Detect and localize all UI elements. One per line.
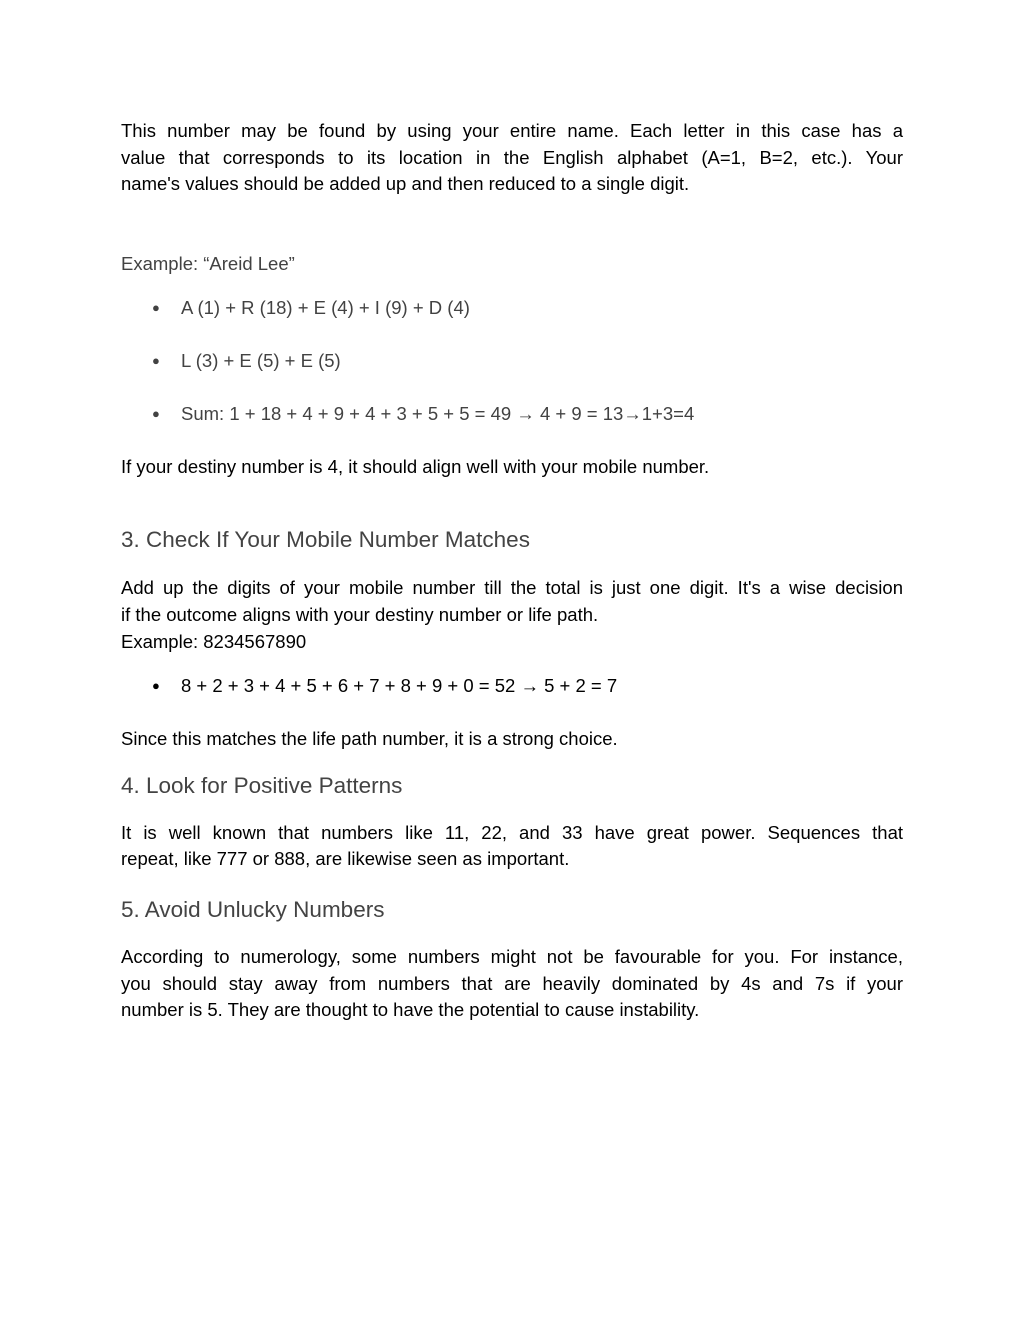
bullet-icon: ● [152,677,160,693]
section-3-line: Add up the digits of your mobile number till the total is just one digit. It's a wise decision [121,577,903,599]
section-4-heading: 4. Look for Positive Patterns [121,772,403,798]
bullet-icon: ● [152,299,160,315]
bullet-icon: ● [152,406,160,422]
name-sum-list [121,295,903,428]
section-4-line: It is well known that numbers like 11, 22, and 33 have great power. Sequences that [121,821,903,843]
section-3-paragraph [121,575,903,655]
list-item-text: 8 + 2 + 3 + 4 + 5 + 6 + 7 + 8 + 9 + 0 = 52 → 5 + 2 = 7 [181,674,618,696]
list-item [121,401,903,428]
section-5-heading: 5. Avoid Unlucky Numbers [121,897,385,923]
list-item-text: Sum: 1 + 18 + 4 + 9 + 4 + 3 + 5 + 5 = 49 → 4 + 9 = 13→1+3=4 [181,403,695,425]
section-4-paragraph [121,820,903,873]
mobile-sum-list [121,673,903,700]
section-5-paragraph [121,944,903,1024]
section-3-heading: 3. Check If Your Mobile Number Matches [121,527,530,553]
section-5-line: number is 5. They are thought to have the potential to cause instability. [121,999,700,1021]
intro-line: name's values should be added up and then reduced to a single digit. [121,173,690,195]
list-item [121,295,903,322]
list-item-text: L (3) + E (5) + E (5) [181,350,341,372]
intro-line: This number may be found by using your entire name. Each letter in this case has a [121,120,903,141]
section-5-line: you should stay away from numbers that are heavily dominated by 4s and 7s if your [121,972,903,994]
section-3-conclusion: Since this matches the life path number, it is a strong choice. [121,727,618,749]
section-5-line: According to numerology, some numbers might not be favourable for you. For instance, [121,946,903,968]
section-3-line: if the outcome aligns with your destiny number or life path. [121,603,599,625]
intro-line: value that corresponds to its location in the English alphabet (A=1, B=2, etc.). Your [121,146,903,168]
intro-paragraph [121,118,903,198]
section-4-line: repeat, like 777 or 888, are likewise seen as important. [121,848,570,870]
destiny-conclusion: If your destiny number is 4, it should align well with your mobile number. [121,456,710,478]
example-name-label: Example: “Areid Lee” [121,253,295,275]
mobile-example: Example: 8234567890 [121,630,307,652]
document-page [121,118,903,1024]
bullet-icon: ● [152,353,160,369]
list-item [121,348,903,375]
list-item [121,673,903,700]
list-item-text: A (1) + R (18) + E (4) + I (9) + D (4) [181,296,470,318]
